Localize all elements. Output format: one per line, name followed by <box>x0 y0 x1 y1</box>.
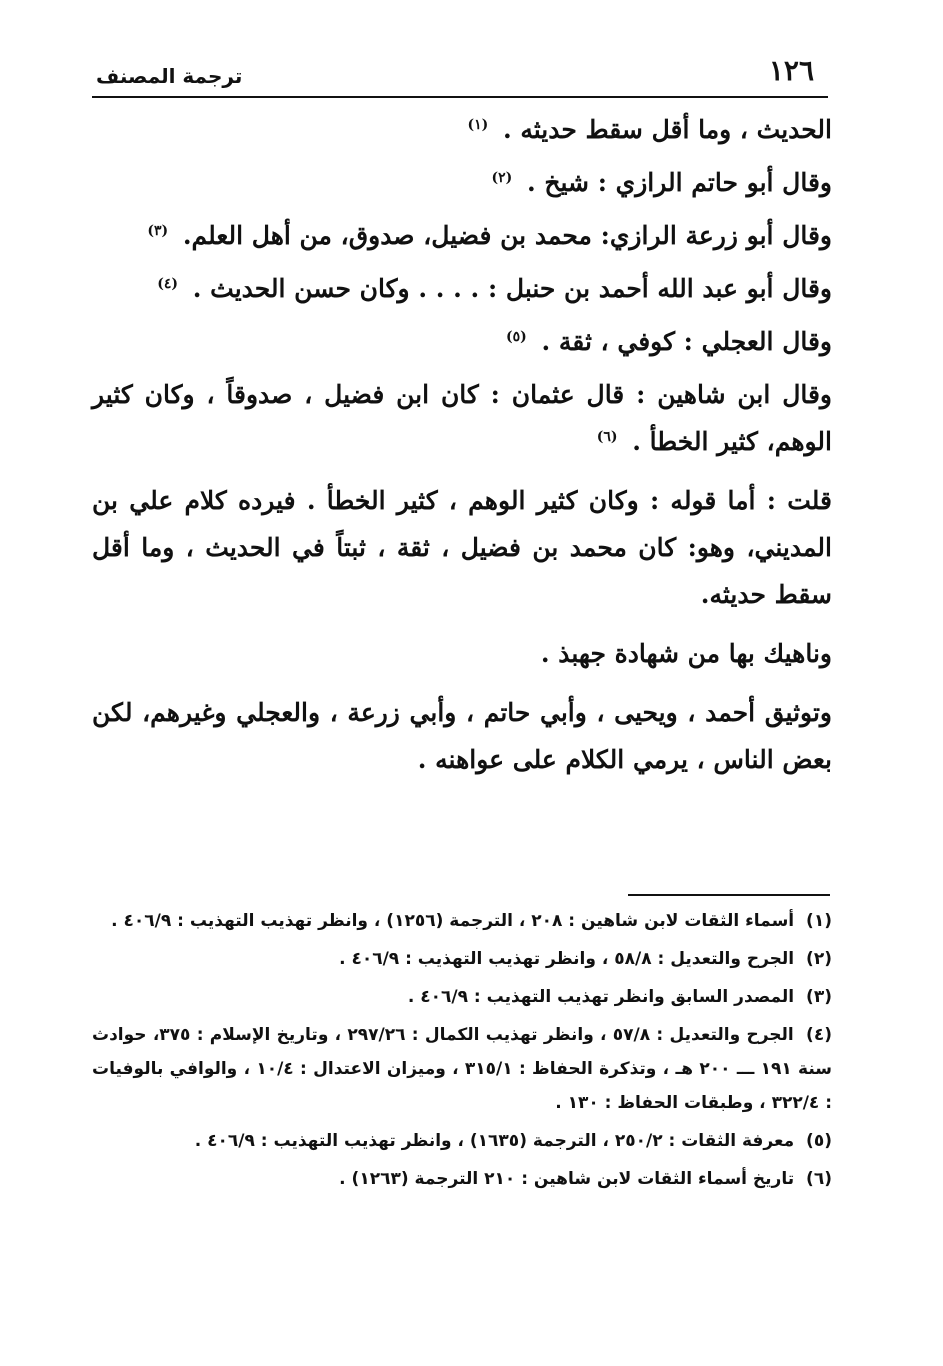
footnote-number: (٢) <box>806 949 832 969</box>
footnote-ref: (٢) <box>491 169 513 186</box>
footnote-ref: (٥) <box>505 328 527 345</box>
footnote <box>92 1018 832 1120</box>
footnote-number: (٤) <box>806 1025 832 1045</box>
paragraph-text: وتوثيق أحمد ، ويحيى ، وأبي حاتم ، وأبي زرعة ، والعجلي وغيرهم، لكن بعض الناس ، يرمي الكلام على عواهنه . <box>92 698 832 774</box>
paragraph <box>92 106 832 153</box>
footnote-text: الجرح والتعديل : ٥٧/٨ ، وانظر تهذيب الكمال : ٢٩٧/٢٦ ، وتاريخ الإسلام : ٣٧٥، حوادث سنة ١٩١ ـــ ٢٠٠ هـ ، وتذكرة الحفاظ : ٣١٥/١ ، وميزان الاعتدال : ١٠/٤ ، والوافي بالوفيات : ٣٢٢/٤ ، وطبقات الحفاظ : ١٣٠ . <box>92 1025 832 1113</box>
paragraph <box>92 689 832 783</box>
footnote-number: (٥) <box>806 1131 832 1151</box>
paragraph-text: وناهيك بها من شهادة جهبذ . <box>540 639 832 668</box>
footnote-number: (٦) <box>806 1169 832 1189</box>
footnotes <box>92 904 832 1200</box>
paragraph-text: وقال أبو زرعة الرازي: محمد بن فضيل، صدوق، من أهل العلم. <box>182 221 832 250</box>
footnote <box>92 904 832 938</box>
paragraph-text: الحديث ، وما أقل سقط حديثه . <box>502 115 832 144</box>
footnote <box>92 980 832 1014</box>
paragraph <box>92 159 832 206</box>
paragraph-text: وقال ابن شاهين : قال عثمان : كان ابن فضيل ، صدوقاً ، وكان كثير الوهم، كثير الخطأ . <box>92 380 832 456</box>
footnote-ref: (٣) <box>147 222 169 239</box>
paragraph <box>92 630 832 677</box>
page-number: ١٢٦ <box>768 54 814 87</box>
footnote <box>92 1124 832 1158</box>
paragraph <box>92 371 832 465</box>
footnote-text: معرفة الثقات : ٢٥٠/٢ ، الترجمة (١٦٣٥) ، وانظر تهذيب التهذيب : ٤٠٦/٩ . <box>194 1131 795 1151</box>
footnote-text: المصدر السابق وانظر تهذيب التهذيب : ٤٠٦/٩ . <box>407 987 795 1007</box>
footnote-text: الجرح والتعديل : ٥٨/٨ ، وانظر تهذيب التهذيب : ٤٠٦/٩ . <box>339 949 795 969</box>
footnote-ref: (٦) <box>596 428 618 445</box>
paragraph-text: وقال أبو حاتم الرازي : شيخ . <box>526 168 832 197</box>
paragraph <box>92 212 832 259</box>
paragraph-text: قلت : أما قوله : وكان كثير الوهم ، كثير الخطأ . فيرده كلام علي بن المديني، وهو: كان محمد بن فضيل ، ثقة ، ثبتاً في الحديث ، وما أقل سقط حديثه. <box>92 486 832 609</box>
footnote <box>92 1162 832 1196</box>
footnote-ref: (١) <box>467 116 489 133</box>
paragraph <box>92 477 832 618</box>
main-text <box>92 106 832 795</box>
paragraph-text: وقال أبو عبد الله أحمد بن حنبل : . . . . وكان حسن الحديث . <box>192 274 832 303</box>
footnote-ref: (٤) <box>157 275 179 292</box>
footnote-separator <box>628 894 830 896</box>
footnote <box>92 942 832 976</box>
footnote-text: تاريخ أسماء الثقات لابن شاهين : ٢١٠ الترجمة (١٢٦٣) . <box>339 1169 795 1189</box>
page-header <box>92 52 828 96</box>
footnote-text: أسماء الثقات لابن شاهين : ٢٠٨ ، الترجمة (١٢٥٦) ، وانظر تهذيب التهذيب : ٤٠٦/٩ . <box>111 911 795 931</box>
header-rule <box>92 96 828 98</box>
footnote-number: (٣) <box>806 987 832 1007</box>
paragraph-text: وقال العجلي : كوفي ، ثقة . <box>541 327 832 356</box>
footnote-number: (١) <box>806 911 832 931</box>
paragraph <box>92 318 832 365</box>
running-title: ترجمة المصنف <box>96 64 243 88</box>
paragraph <box>92 265 832 312</box>
